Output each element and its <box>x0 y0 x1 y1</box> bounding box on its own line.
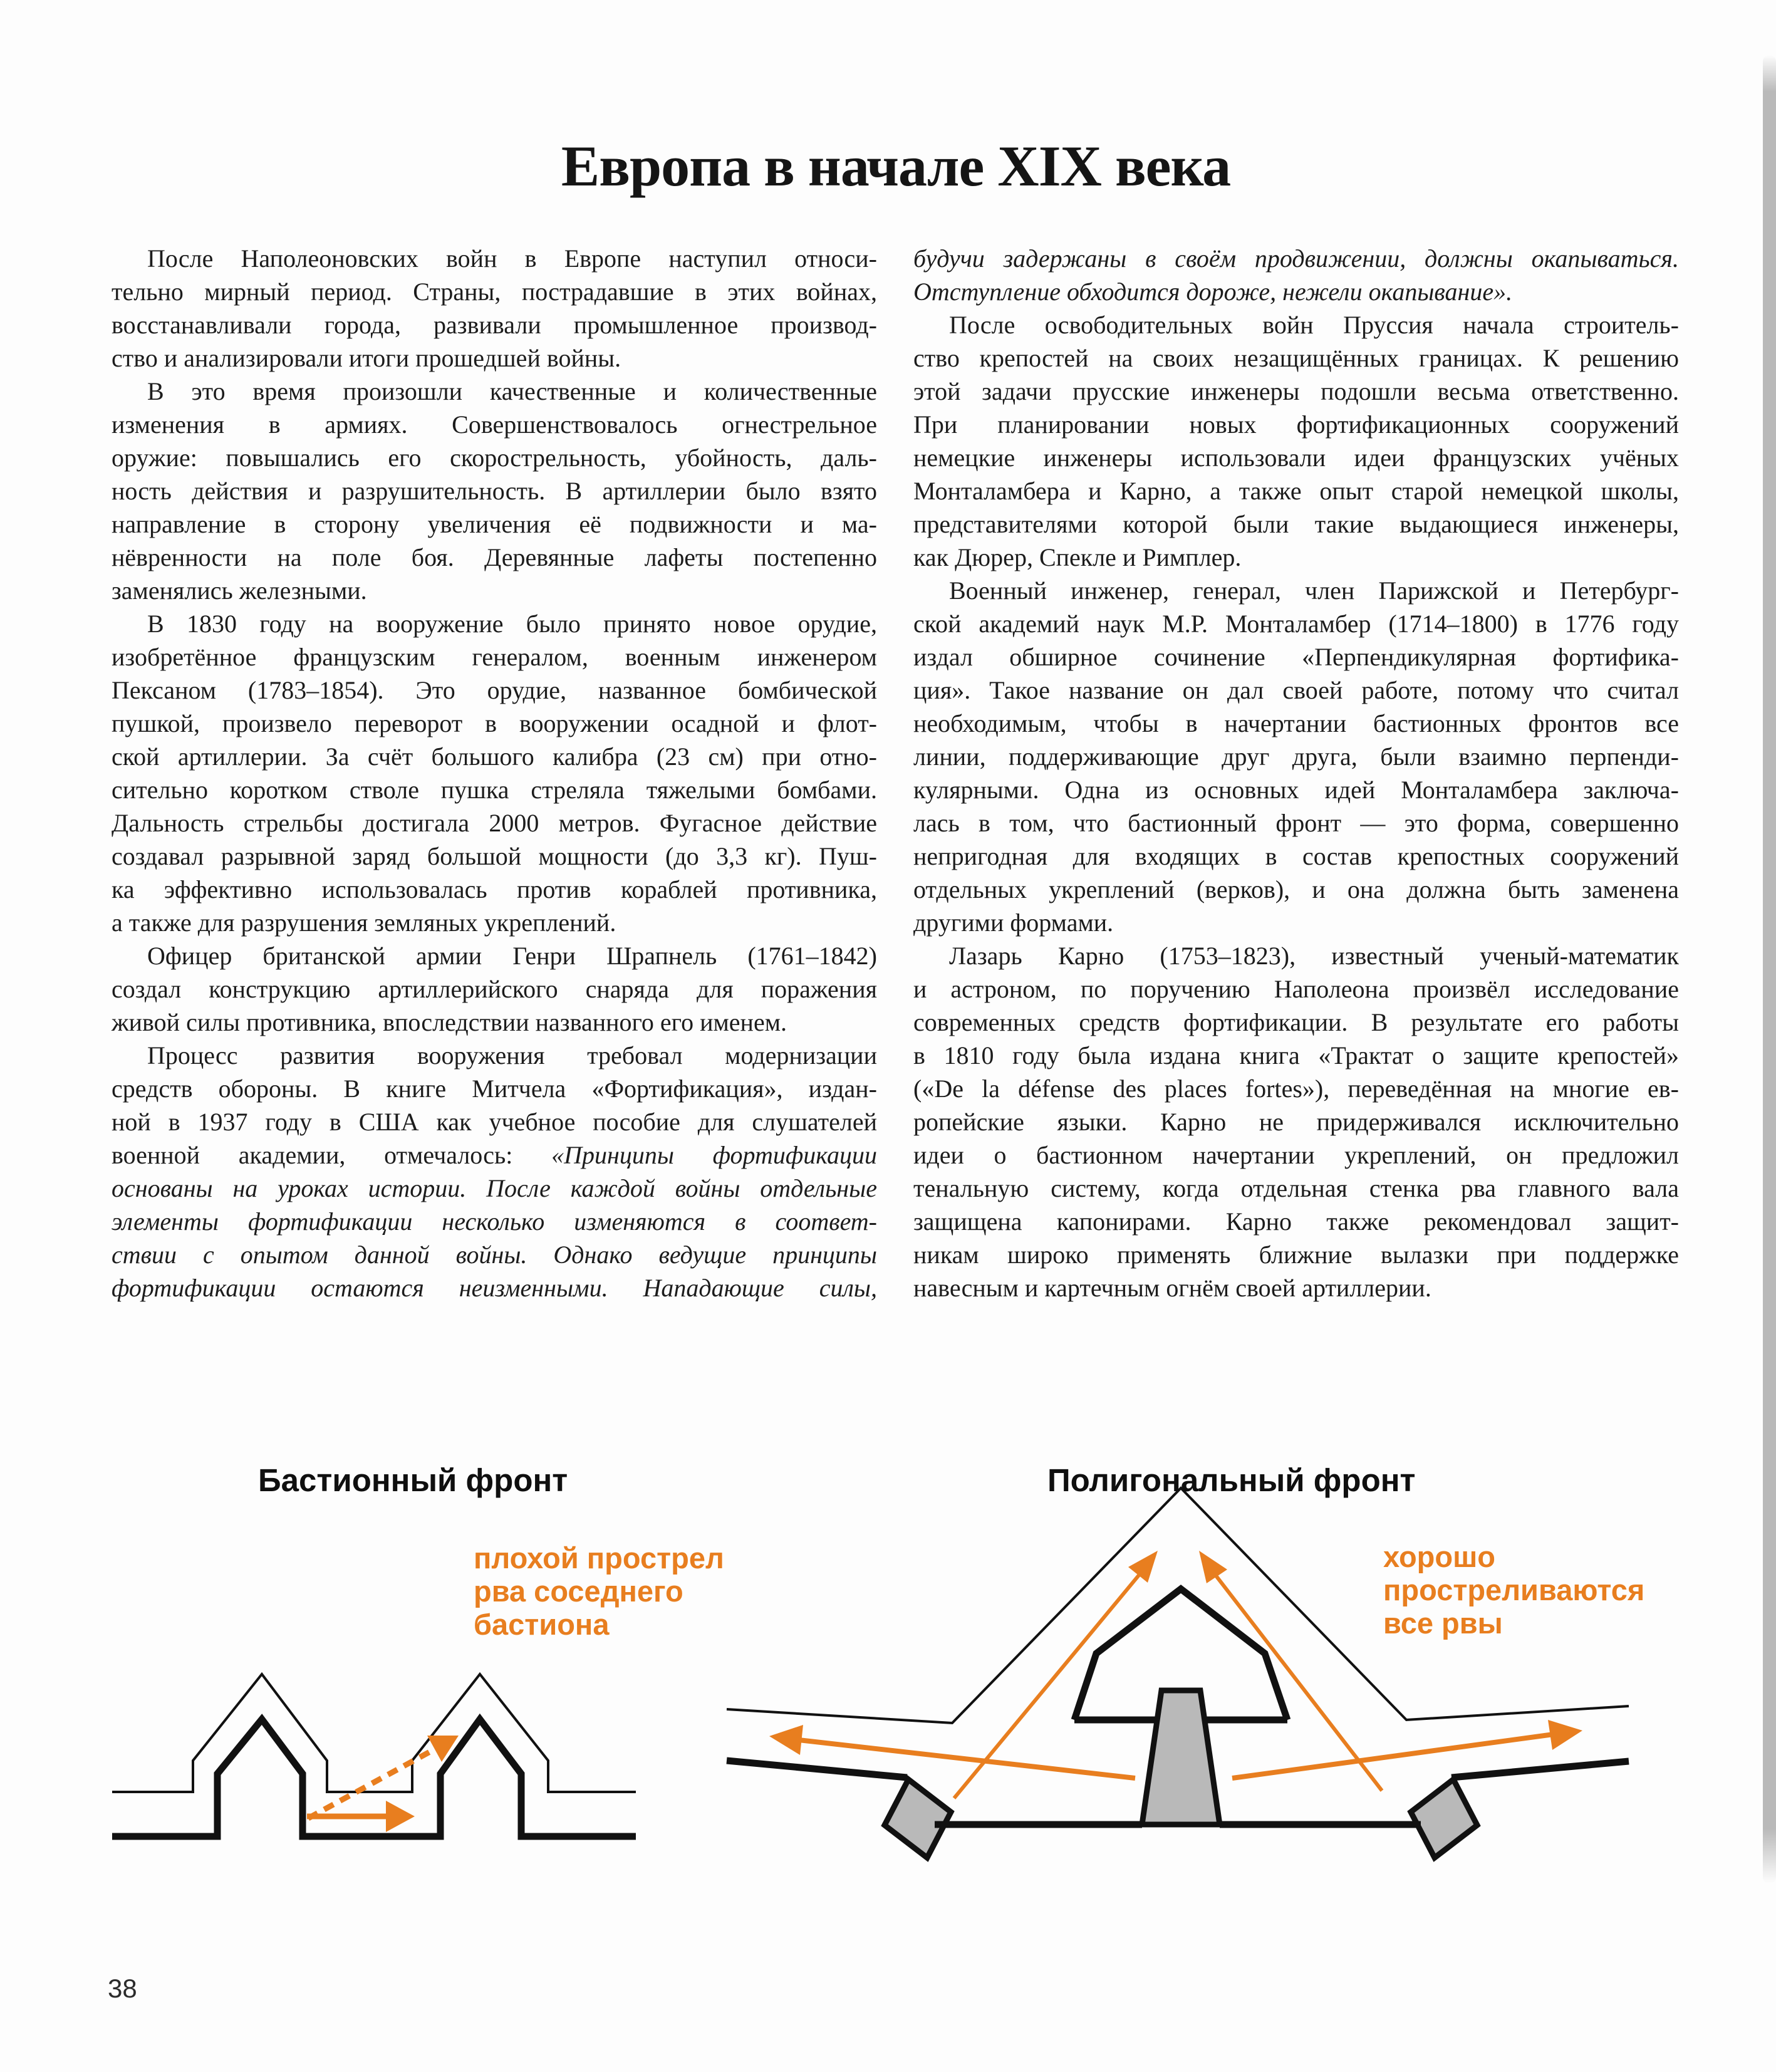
left-scarp-line <box>727 1761 907 1778</box>
text-line <box>913 640 1679 674</box>
text-line <box>913 873 1679 906</box>
text-segment: ство и анализировали итоги прошедшей войны. <box>112 344 621 372</box>
text-line <box>913 574 1679 607</box>
text-line <box>112 1072 877 1105</box>
text-line <box>112 840 877 873</box>
text-line <box>913 773 1679 806</box>
text-line <box>112 740 877 773</box>
text-segment: При планировании новых фортификационных сооружений <box>913 410 1679 439</box>
note-line: хорошо <box>1383 1540 1495 1573</box>
bastion-front-diagram <box>106 1660 645 1851</box>
text-line <box>913 308 1679 341</box>
text-line <box>112 773 877 806</box>
text-segment: идеи о бастионном начертании укреплений, он предложил <box>913 1141 1679 1169</box>
text-segment: пушкой, произвело переворот в вооружении осадной и флот- <box>112 709 877 737</box>
central-caponier <box>1142 1690 1220 1825</box>
text-segment: защищена капонирами. Карно также рекомендовал защит- <box>913 1207 1679 1236</box>
text-line <box>112 906 877 939</box>
text-segment: кулярными. Одна из основных идей Монталамбера заключа- <box>913 776 1679 804</box>
text-segment: направление в сторону увеличения её подвижности и ма- <box>112 510 877 538</box>
italic-text-segment: элементы фортификации несколько изменяются в соответ- <box>112 1207 877 1236</box>
text-segment: восстанавливали города, развивали промышленное производ- <box>112 311 877 339</box>
right-scarp-line <box>1451 1761 1629 1778</box>
text-line <box>913 1105 1679 1138</box>
text-line <box>913 906 1679 939</box>
text-segment: а также для разрушения земляных укреплений. <box>112 908 616 937</box>
text-line <box>112 972 877 1006</box>
text-line <box>913 674 1679 707</box>
italic-text-segment: ствии с опытом данной войны. Однако ведущие принципы <box>112 1241 877 1269</box>
polygonal-front-diagram <box>714 1466 1641 1895</box>
text-segment: ной в 1937 году в США как учебное пособие для слушателей <box>112 1108 877 1136</box>
text-line <box>112 1006 877 1039</box>
right-face-fire-arrow <box>1199 1551 1382 1791</box>
text-segment: представителями которой были такие выдающиеся инженеры, <box>913 510 1679 538</box>
text-segment: ской академий наук М.Р. Монталамбер (1714–1800) в 1776 году <box>913 610 1679 638</box>
text-line <box>913 242 1679 275</box>
text-segment: В 1830 году на вооружение было принято новое орудие, <box>147 610 877 638</box>
text-line <box>112 341 877 375</box>
text-line <box>913 341 1679 375</box>
text-segment: Офицер британской армии Генри Шрапнель (1761–1842) <box>147 942 877 970</box>
text-line <box>112 242 877 275</box>
poor-coverage-dashed-arrow <box>308 1736 459 1818</box>
text-line <box>913 972 1679 1006</box>
text-segment: средств обороны. В книге Митчела «Фортификация», издан- <box>112 1075 877 1103</box>
text-line <box>112 1205 877 1238</box>
text-segment: заменялись железными. <box>112 576 367 605</box>
text-line <box>112 806 877 840</box>
text-line <box>112 375 877 408</box>
text-line <box>112 308 877 341</box>
note-line: простреливаются <box>1383 1573 1645 1606</box>
text-segment: После освободительных войн Пруссия начала строитель- <box>949 311 1679 339</box>
text-line <box>913 806 1679 840</box>
text-line <box>913 1138 1679 1172</box>
text-line <box>112 1172 877 1205</box>
bastion-diagram-label: Бастионный фронт <box>258 1462 568 1498</box>
text-line <box>913 607 1679 640</box>
text-segment: Военный инженер, генерал, член Парижской и Петербург- <box>949 576 1679 605</box>
text-line <box>913 1271 1679 1304</box>
text-segment: и астроном, по поручению Наполеона произвёл исследование <box>913 975 1679 1003</box>
scan-edge-shadow <box>1763 55 1776 1883</box>
text-line <box>112 408 877 441</box>
page-title: Европа в начале XIX века <box>561 134 1231 198</box>
note-line: плохой прострел <box>474 1541 724 1575</box>
text-segment: издал обширное сочинение «Перпендикулярная фортифика- <box>913 643 1679 671</box>
text-segment: современных средств фортификации. В результате его работы <box>913 1008 1679 1036</box>
text-segment: Пексаном (1783–1854). Это орудие, названное бомбической <box>112 676 877 704</box>
text-segment: этой задачи прусские инженеры подошли весьма ответственно. <box>913 377 1679 405</box>
text-segment: изобретённое французским генералом, военным инженером <box>112 643 877 671</box>
text-line <box>112 873 877 906</box>
text-line <box>913 840 1679 873</box>
text-line <box>913 541 1679 574</box>
text-segment: ство крепостей на своих незащищённых границах. К решению <box>913 344 1679 372</box>
italic-text-segment: основаны на уроках истории. После каждой войны отдельные <box>112 1174 877 1202</box>
text-segment: тельно мирный период. Страны, пострадавшие в этих войнах, <box>112 278 877 306</box>
text-segment: лась в том, что бастионный фронт — это форма, совершенно <box>913 809 1679 837</box>
text-segment: После Наполеоновских войн в Европе наступил относи- <box>147 244 877 273</box>
text-segment: непригодная для входящих в состав крепостных сооружений <box>913 842 1679 870</box>
italic-text-segment: Отступление обходится дороже, нежели окапывание». <box>913 278 1513 306</box>
text-segment: Лазарь Карно (1753–1823), известный ученый-математик <box>949 942 1679 970</box>
text-line <box>913 740 1679 773</box>
text-segment: тенальную систему, когда отдельная стенка рва главного вала <box>913 1174 1679 1202</box>
text-segment: («De la défense des places fortes»), переведённая на многие ев- <box>913 1075 1679 1103</box>
text-line <box>112 574 877 607</box>
text-line <box>913 441 1679 474</box>
text-line <box>112 441 877 474</box>
text-segment: необходимым, чтобы в начертании бастионных фронтов все <box>913 709 1679 737</box>
text-segment: никам широко применять ближние вылазки при поддержке <box>913 1241 1679 1269</box>
bastion-annotation <box>474 1541 724 1641</box>
text-segment: как Дюрер, Спекле и Римплер. <box>913 543 1242 571</box>
text-segment: ропейские языки. Карно не придерживался исключительно <box>913 1108 1679 1136</box>
text-line <box>112 1238 877 1271</box>
text-line <box>913 1039 1679 1072</box>
text-line <box>112 1039 877 1072</box>
text-segment: создавал разрывной заряд большой мощности (до 3,3 кг). Пуш- <box>112 842 877 870</box>
left-caponier-block <box>885 1779 951 1858</box>
text-line <box>112 541 877 574</box>
text-segment: живой силы противника, впоследствии названного его именем. <box>112 1008 787 1036</box>
text-segment: военной академии, отмечалось: <box>112 1141 552 1169</box>
text-segment: Монталамбера и Карно, а также опыт старой немецкой школы, <box>913 477 1679 505</box>
text-line <box>913 939 1679 972</box>
bastion-counterscarp-outline <box>112 1674 636 1792</box>
page-number: 38 <box>108 1974 137 2003</box>
text-line <box>112 939 877 972</box>
left-column <box>112 242 877 1304</box>
text-line <box>913 707 1679 740</box>
text-segment: создал конструкцию артиллерийского снаряда для поражения <box>112 975 877 1003</box>
text-line <box>913 474 1679 508</box>
text-line <box>913 408 1679 441</box>
text-segment: линии, поддерживающие друг друга, были взаимно перпенди- <box>913 742 1679 771</box>
text-segment: в 1810 году была издана книга «Трактат о защите крепостей» <box>913 1041 1679 1070</box>
text-line <box>913 1072 1679 1105</box>
text-line <box>112 1105 877 1138</box>
text-segment: ция». Такое название он дал своей работе, потому что считал <box>913 676 1679 704</box>
text-segment: ка эффективно использовалась против кораблей противника, <box>112 875 877 903</box>
italic-text-segment: «Принципы фортификации <box>551 1141 877 1169</box>
text-segment: оружие: повышались его скорострельность, убойность, даль- <box>112 444 877 472</box>
note-line: все рвы <box>1383 1606 1503 1640</box>
text-line <box>112 1138 877 1172</box>
text-segment: нёвренности на поле боя. Деревянные лафеты постепенно <box>112 543 877 571</box>
text-line <box>913 1205 1679 1238</box>
italic-text-segment: фортификации остаются неизменными. Нападающие силы, <box>112 1274 877 1302</box>
text-segment: ской артиллерии. За счёт большого калибра (23 см) при отно- <box>112 742 877 771</box>
text-line <box>913 508 1679 541</box>
text-line <box>913 1006 1679 1039</box>
text-line <box>112 674 877 707</box>
right-column <box>913 242 1679 1304</box>
italic-text-segment: будучи задержаны в своём продвижении, должны окапываться. <box>913 244 1679 273</box>
text-segment: ность действия и разрушительность. В артиллерии было взято <box>112 477 877 505</box>
text-segment: изменения в армиях. Совершенствовалось огнестрельное <box>112 410 877 439</box>
text-segment: Дальность стрельбы достигала 2000 метров. Фугасное действие <box>112 809 877 837</box>
text-line <box>913 1172 1679 1205</box>
text-line <box>112 1271 877 1304</box>
text-line <box>913 375 1679 408</box>
text-segment: немецкие инженеры использовали идеи французских учёных <box>913 444 1679 472</box>
text-line <box>112 607 877 640</box>
text-segment: Процесс развития вооружения требовал модернизации <box>147 1041 877 1070</box>
text-segment: отдельных укреплений (верков), и она должна быть заменена <box>913 875 1679 903</box>
note-line: рва соседнего <box>474 1575 683 1608</box>
text-line <box>913 275 1679 308</box>
text-line <box>112 275 877 308</box>
polygonal-diagram-label: Полигональный фронт <box>1047 1462 1416 1498</box>
text-line <box>112 707 877 740</box>
note-line: бастиона <box>474 1608 610 1641</box>
text-segment: другими формами. <box>913 908 1114 937</box>
text-segment: В это время произошли качественные и количественные <box>147 377 877 405</box>
ditch-flank-fire-arrow <box>307 1801 415 1832</box>
text-segment: сительно коротком стволе пушка стреляла тяжелыми бомбами. <box>112 776 877 804</box>
text-line <box>112 508 877 541</box>
text-line <box>112 474 877 508</box>
right-caponier-block <box>1411 1779 1477 1858</box>
text-line <box>913 1238 1679 1271</box>
text-line <box>112 640 877 674</box>
text-segment: навесным и картечным огнём своей артиллерии. <box>913 1274 1431 1302</box>
